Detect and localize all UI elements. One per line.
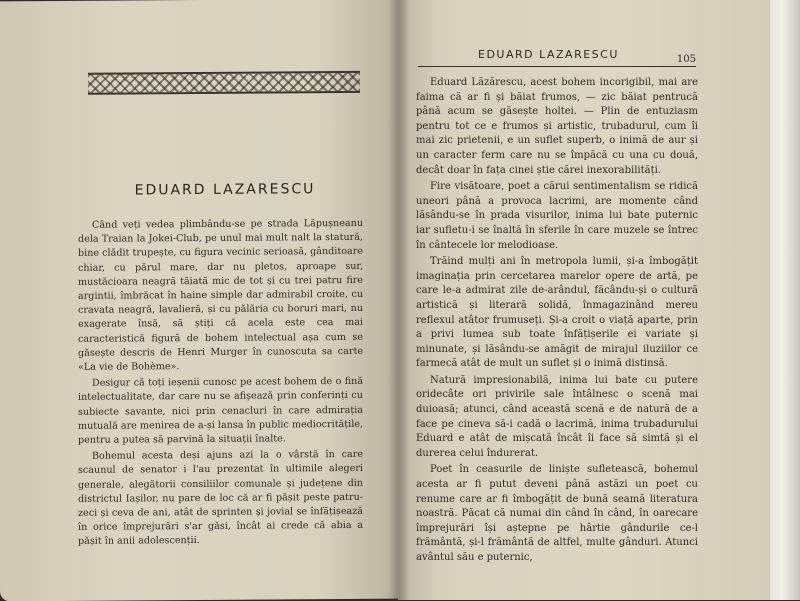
left-page — [0, 0, 398, 601]
paragraph: Natură impresionabilă, inima lui bate cu putere oridecâte ori privirile sale întâlnesc o scenă mai duioasă; atunci, când această scenă e de natură de a face pe cineva să-i cadă o lacrimă, inima trubadurului Eduard e atât de mișcată încât îi face să simtă și el durerea celui îndurerat. — [416, 374, 698, 459]
right-page-body — [416, 76, 698, 568]
book-spine — [388, 0, 410, 600]
paragraph: Desigur că toți ieșenii cunosc pe acest bohem de o fină intelectualitate, dar care nu se afișează prin conferinți cu subiecte savante, nici prin cenacluri în care admirația mutuală are menirea de a-și lansa în public mediocritățile, pentru a putea să parvină la situații înalte. — [78, 376, 363, 446]
page-number: 105 — [676, 54, 696, 65]
paragraph: Când veți vedea plimbându-se pe strada Lăpușneanu dela Traian la Jokei-Club, pe unul mai mult nalt la statură, bine clădit trupește, cu figura vecinic serioasă, gânditoare chiar, cu părul mare, dar nu pletos, aproape sur, mustăcioara neagră tăiată mic de tot și cu trei patru fire argintii, îmbrăcat în haine simple dar admirabil croite, cu cravata neagră, lavalieră, și cu pălăria cu boruri mari, nu exagerate însă, să știți că acela este cea mai caracteristică figură de bohem intelectual așa cum se găsește descris de Henri Murger în cunoscuta sa carte «La vie de Bohème». — [78, 217, 363, 373]
paragraph: Eduard Lăzărescu, acest bohem incorigibil, mai are faima că ar fi și băiat frumos, — zic băiat pentrucă până acum se găsește holtei. — Plin de entuziasm pentru tot ce e frumos și artistic, trubadurul, cum îi mai zic prietenii, e un suflet superb, o inimă de aur și un caracter ferm care nu se împăcă cu una cu două, decât doar în fața cinei știe cărei inexorabilități. — [416, 77, 698, 176]
paragraph: Bohemul acesta deși ajuns azi la o vârstă în care scaunul de senator i l'au prezentat în ultimile alegeri generale, alegătorii consiliilor comunale și județene din districtul Iașilor, nu pare de loc că ar fi pășit peste patru-zeci și ceva de ani, atât de sprinten și jovial se înfățișează în orice împrejurări s'ar găsi, încât ai crede că abia a pășit în anii adolescenții. — [78, 449, 363, 548]
page-stack-edge — [770, 0, 800, 600]
paragraph: Trăind mulți ani în metropola lumii, și-a îmbogățit imaginația prin cercetarea marelor opere de artă, pe care le-a admirat zile de-arândul, făcându-și o cultură artistică și literară solidă, înmagazinând mereu reflexul atâtor frumuseți. Și-a croit o viață aparte, prin a privi lumea sub toate înfățișerile ei variate și minunate, și lăsându-se amăgit de mirajul iluziilor ce farmecă atât de mult un suflet și o inimă distinsă. — [416, 256, 698, 370]
decorative-header-ornament — [88, 71, 360, 95]
chapter-title: EDUARD LAZARESCU — [134, 181, 316, 199]
left-page-body — [78, 217, 363, 552]
running-header — [418, 46, 696, 67]
paragraph: Fire visătoare, poet a cărui sentimentalism se ridică uneori până a provoca lacrimi, are momente când lăsându-se în prada visurilor, inima lui bate puternic iar sufletu-i se înaltă în sferile în care muzele se întrec în cântecele lor melodioase. — [416, 181, 698, 251]
running-title: EDUARD LAZARESCU — [478, 48, 619, 61]
paragraph: Poet în ceasurile de liniște sufletească, bohemul acesta ar fi putut deveni până astăzi un poet cu renume care ar fi îmbogățit de bună seamă literatura noastră. Păcat că numai din când în când, în oarecare împrejurări își aștерne pe hârtie gândurile ce-l frământă, și-l frământă de altfel, multe gânduri. Atunci avântul său e puternic, — [416, 464, 698, 563]
